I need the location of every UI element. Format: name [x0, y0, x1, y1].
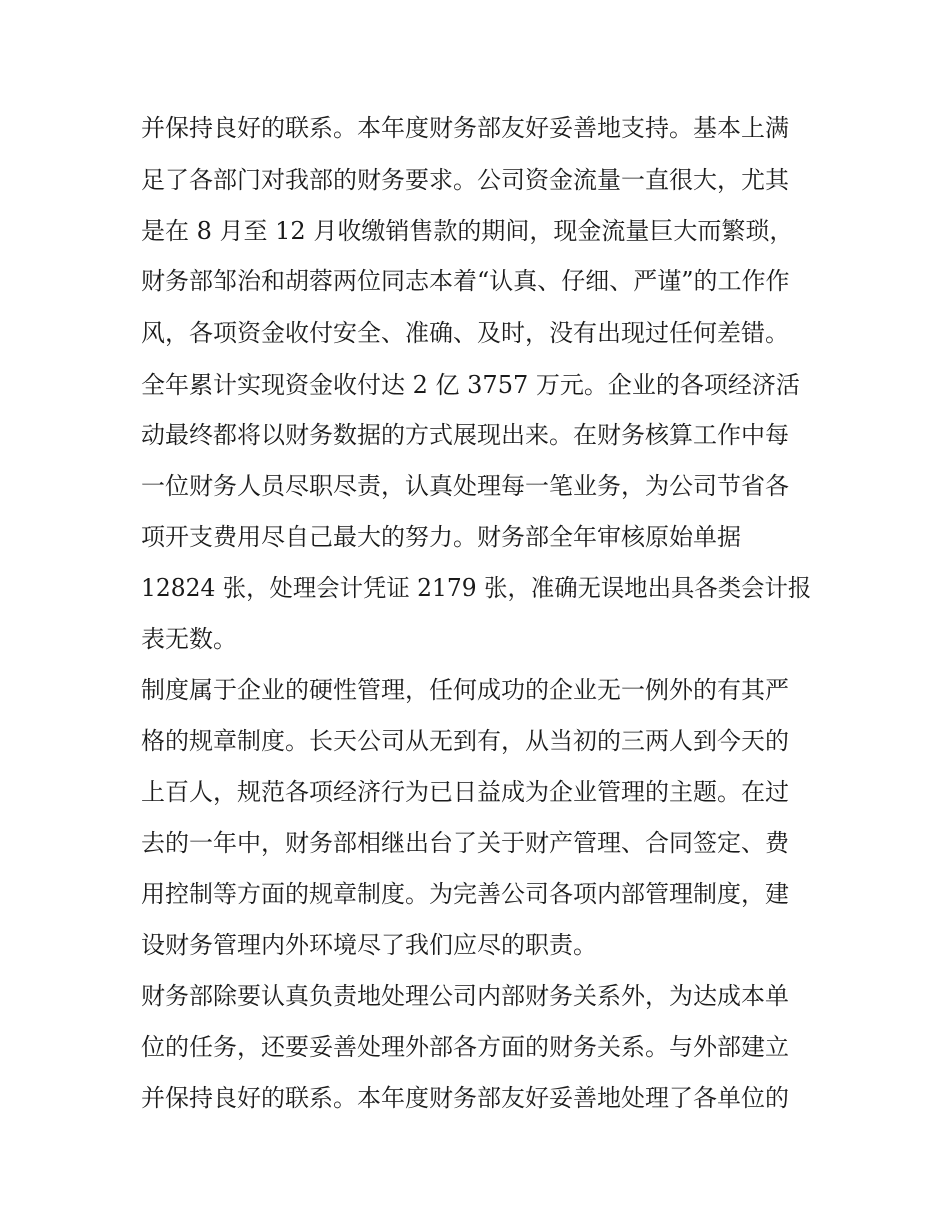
- text-line: 是在 8 月至 12 月收缴销售款的期间，现金流量巨大而繁琐，: [141, 217, 794, 245]
- text-line: 12824 张，处理会计凭证 2179 张，准确无误地出具各类会计报: [141, 574, 812, 602]
- text-line: 位的任务，还要妥善处理外部各方面的财务关系。与外部建立: [141, 1033, 789, 1061]
- text-line: 一位财务人员尽职尽责，认真处理每一笔业务，为公司节省各: [141, 472, 789, 500]
- text-line: 财务部邹治和胡蓉两位同志本着“认真、仔细、严谨”的工作作: [141, 267, 790, 295]
- text-line: 格的规章制度。长天公司从无到有，从当初的三两人到今天的: [141, 727, 789, 755]
- text-line: 上百人，规范各项经济行为已日益成为企业管理的主题。在过: [141, 778, 789, 806]
- text-line: 表无数。: [141, 625, 237, 653]
- text-line: 风，各项资金收付安全、准确、及时，没有出现过任何差错。: [141, 319, 789, 347]
- text-line: 动最终都将以财务数据的方式展现出来。在财务核算工作中每: [141, 421, 789, 449]
- text-line: 并保持良好的联系。本年度财务部友好妥善地支持。基本上满: [141, 114, 789, 142]
- text-line: 设财务管理内外环境尽了我们应尽的职责。: [141, 931, 597, 959]
- text-line: 全年累计实现资金收付达 2 亿 3757 万元。企业的各项经济活: [141, 371, 800, 399]
- text-line: 足了各部门对我部的财务要求。公司资金流量一直很大，尤其: [141, 166, 789, 194]
- text-line: 项开支费用尽自己最大的努力。财务部全年审核原始单据: [141, 523, 741, 551]
- text-line: 用控制等方面的规章制度。为完善公司各项内部管理制度，建: [141, 880, 789, 908]
- text-line: 制度属于企业的硬性管理，任何成功的企业无一例外的有其严: [141, 676, 789, 704]
- text-line: 并保持良好的联系。本年度财务部友好妥善地处理了各单位的: [141, 1084, 789, 1112]
- text-line: 去的一年中，财务部相继出台了关于财产管理、合同签定、费: [141, 829, 789, 857]
- text-line: 财务部除要认真负责地处理公司内部财务关系外，为达成本单: [141, 982, 789, 1010]
